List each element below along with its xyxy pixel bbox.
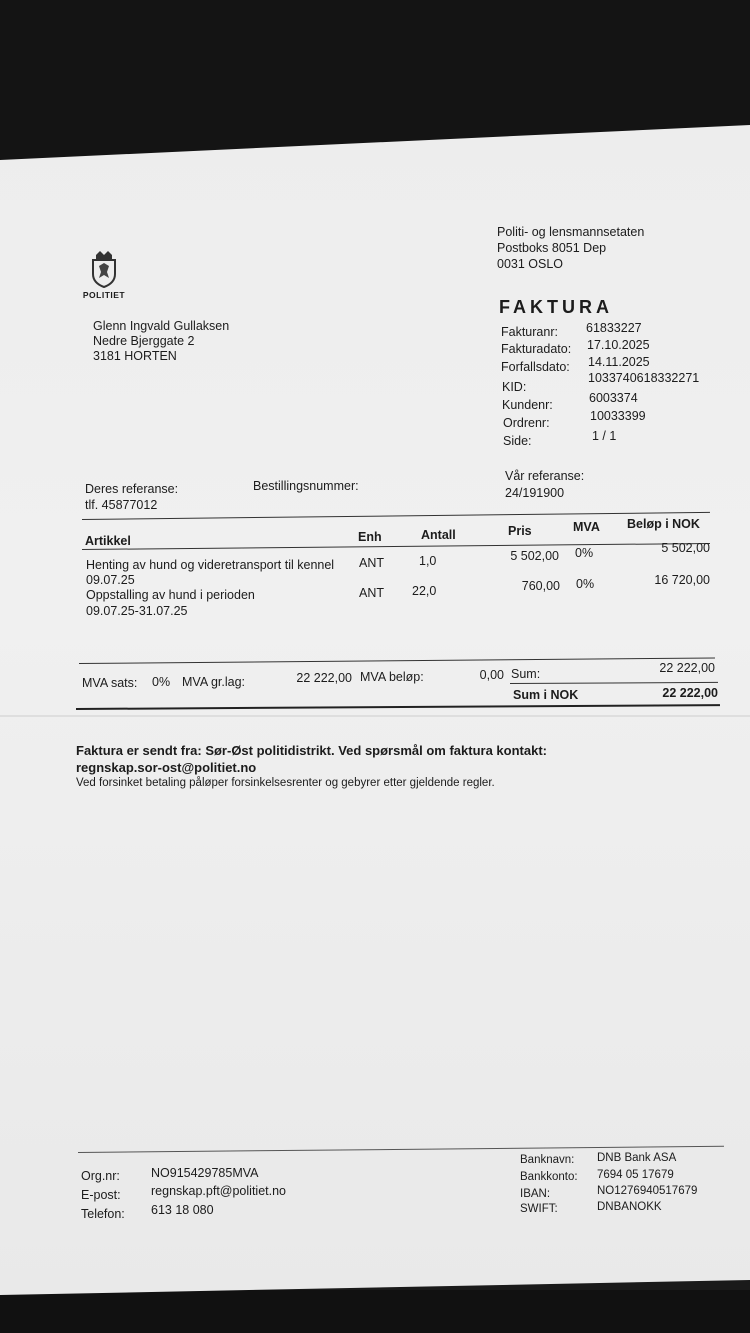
invoice-label-ordrenr: Ordrenr: bbox=[503, 416, 550, 430]
footer-org-label: Org.nr: bbox=[81, 1169, 120, 1183]
recipient-city: 3181 HORTEN bbox=[93, 349, 177, 363]
invoice-label-kid: KID: bbox=[502, 380, 527, 394]
background-bottom bbox=[0, 1290, 750, 1333]
recipient-street: Nedre Bjerggate 2 bbox=[93, 334, 195, 348]
sender-org: Politi- og lensmannsetaten bbox=[497, 225, 645, 239]
row1-desc: Henting av hund og videretransport til kennel bbox=[86, 558, 335, 572]
header-belop: Beløp i NOK bbox=[627, 517, 700, 531]
paper-fold bbox=[0, 715, 750, 717]
invoice-label-side: Side: bbox=[503, 434, 532, 448]
row1-mva: 0% bbox=[575, 546, 594, 560]
footer-iban-value: NO1276940517679 bbox=[597, 1185, 698, 1197]
header-artikkel: Artikkel bbox=[85, 534, 131, 548]
footer-konto-label: Bankkonto: bbox=[520, 1171, 578, 1183]
invoice-value-kundenr: 6003374 bbox=[589, 391, 638, 405]
row2-enh: ANT bbox=[359, 586, 384, 600]
footer-epost-value: regnskap.pft@politiet.no bbox=[151, 1184, 286, 1198]
row2-antall: 22,0 bbox=[412, 584, 437, 598]
invoice-label-fakturanr: Fakturanr: bbox=[501, 325, 558, 339]
footer-org-value: NO915429785MVA bbox=[151, 1166, 259, 1180]
mva-sats-label: MVA sats: bbox=[82, 676, 138, 690]
var-referanse-value: 24/191900 bbox=[505, 486, 565, 500]
sender-address1: Postboks 8051 Dep bbox=[497, 241, 607, 255]
header-antall: Antall bbox=[421, 528, 456, 542]
bestillingsnummer-label: Bestillingsnummer: bbox=[253, 479, 359, 493]
row1-enh: ANT bbox=[359, 556, 384, 570]
invoice-value-ordrenr: 10033399 bbox=[590, 409, 646, 423]
mva-belop-value: 0,00 bbox=[479, 668, 504, 682]
invoice-value-fakturadato: 17.10.2025 bbox=[587, 338, 650, 352]
header-pris: Pris bbox=[508, 524, 532, 538]
row1-pris: 5 502,00 bbox=[510, 549, 559, 563]
invoice-value-side: 1 / 1 bbox=[592, 429, 617, 443]
footer-bank-label: Banknavn: bbox=[520, 1154, 575, 1166]
row2-desc: Oppstalling av hund i perioden bbox=[86, 588, 255, 602]
mva-grlag-label: MVA gr.lag: bbox=[182, 675, 245, 689]
row2-pris: 760,00 bbox=[521, 579, 560, 593]
footer-tel-value: 613 18 080 bbox=[151, 1203, 214, 1217]
row1-date: 09.07.25 bbox=[86, 573, 135, 587]
invoice-label-forfallsdato: Forfallsdato: bbox=[501, 360, 570, 374]
invoice-label-fakturadato: Fakturadato: bbox=[501, 342, 572, 356]
notice-email: regnskap.sor-ost@politiet.no bbox=[76, 760, 257, 775]
mva-grlag-value: 22 222,00 bbox=[296, 671, 352, 685]
var-referanse-label: Vår referanse: bbox=[505, 469, 585, 483]
footer-bank-value: DNB Bank ASA bbox=[597, 1152, 677, 1164]
row2-date: 09.07.25-31.07.25 bbox=[86, 604, 188, 618]
footer-konto-value: 7694 05 17679 bbox=[597, 1169, 674, 1181]
invoice-title: FAKTURA bbox=[499, 297, 613, 317]
notice-sent-from: Faktura er sendt fra: Sør-Øst politidistrikt. Ved spørsmål om faktura kontakt: bbox=[76, 743, 547, 758]
mva-belop-label: MVA beløp: bbox=[360, 670, 424, 684]
crest-icon bbox=[87, 250, 121, 288]
footer-iban-label: IBAN: bbox=[520, 1188, 551, 1200]
sum-nok-value: 22 222,00 bbox=[662, 686, 718, 700]
sum-label: Sum: bbox=[511, 667, 541, 681]
row2-mva: 0% bbox=[576, 577, 595, 591]
mva-sats-value: 0% bbox=[152, 675, 171, 689]
deres-referanse-value: tlf. 45877012 bbox=[85, 498, 158, 512]
sender-address2: 0031 OSLO bbox=[497, 257, 564, 271]
recipient-name: Glenn Ingvald Gullaksen bbox=[93, 319, 230, 333]
row2-belop: 16 720,00 bbox=[654, 573, 710, 587]
header-mva: MVA bbox=[573, 520, 600, 534]
row1-belop: 5 502,00 bbox=[661, 541, 710, 555]
footer-tel-label: Telefon: bbox=[81, 1207, 125, 1221]
invoice-value-fakturanr: 61833227 bbox=[586, 321, 642, 335]
deres-referanse-label: Deres referanse: bbox=[85, 482, 179, 496]
sum-value: 22 222,00 bbox=[659, 661, 715, 675]
footer-swift-label: SWIFT: bbox=[520, 1203, 558, 1215]
footer-swift-value: DNBANOKK bbox=[597, 1201, 662, 1213]
notice-late-payment: Ved forsinket betaling påløper forsinkelsesrenter og gebyrer etter gjeldende regler. bbox=[76, 777, 495, 789]
police-logo bbox=[74, 250, 134, 308]
invoice-label-kundenr: Kundenr: bbox=[502, 398, 553, 412]
header-enh: Enh bbox=[358, 530, 382, 544]
logo-text: POLITIET bbox=[82, 290, 126, 300]
sum-nok-label: Sum i NOK bbox=[513, 688, 579, 702]
invoice-value-kid: 1033740618332271 bbox=[588, 371, 700, 385]
invoice-value-forfallsdato: 14.11.2025 bbox=[588, 355, 650, 369]
row1-antall: 1,0 bbox=[419, 554, 437, 568]
footer-epost-label: E-post: bbox=[81, 1188, 121, 1202]
